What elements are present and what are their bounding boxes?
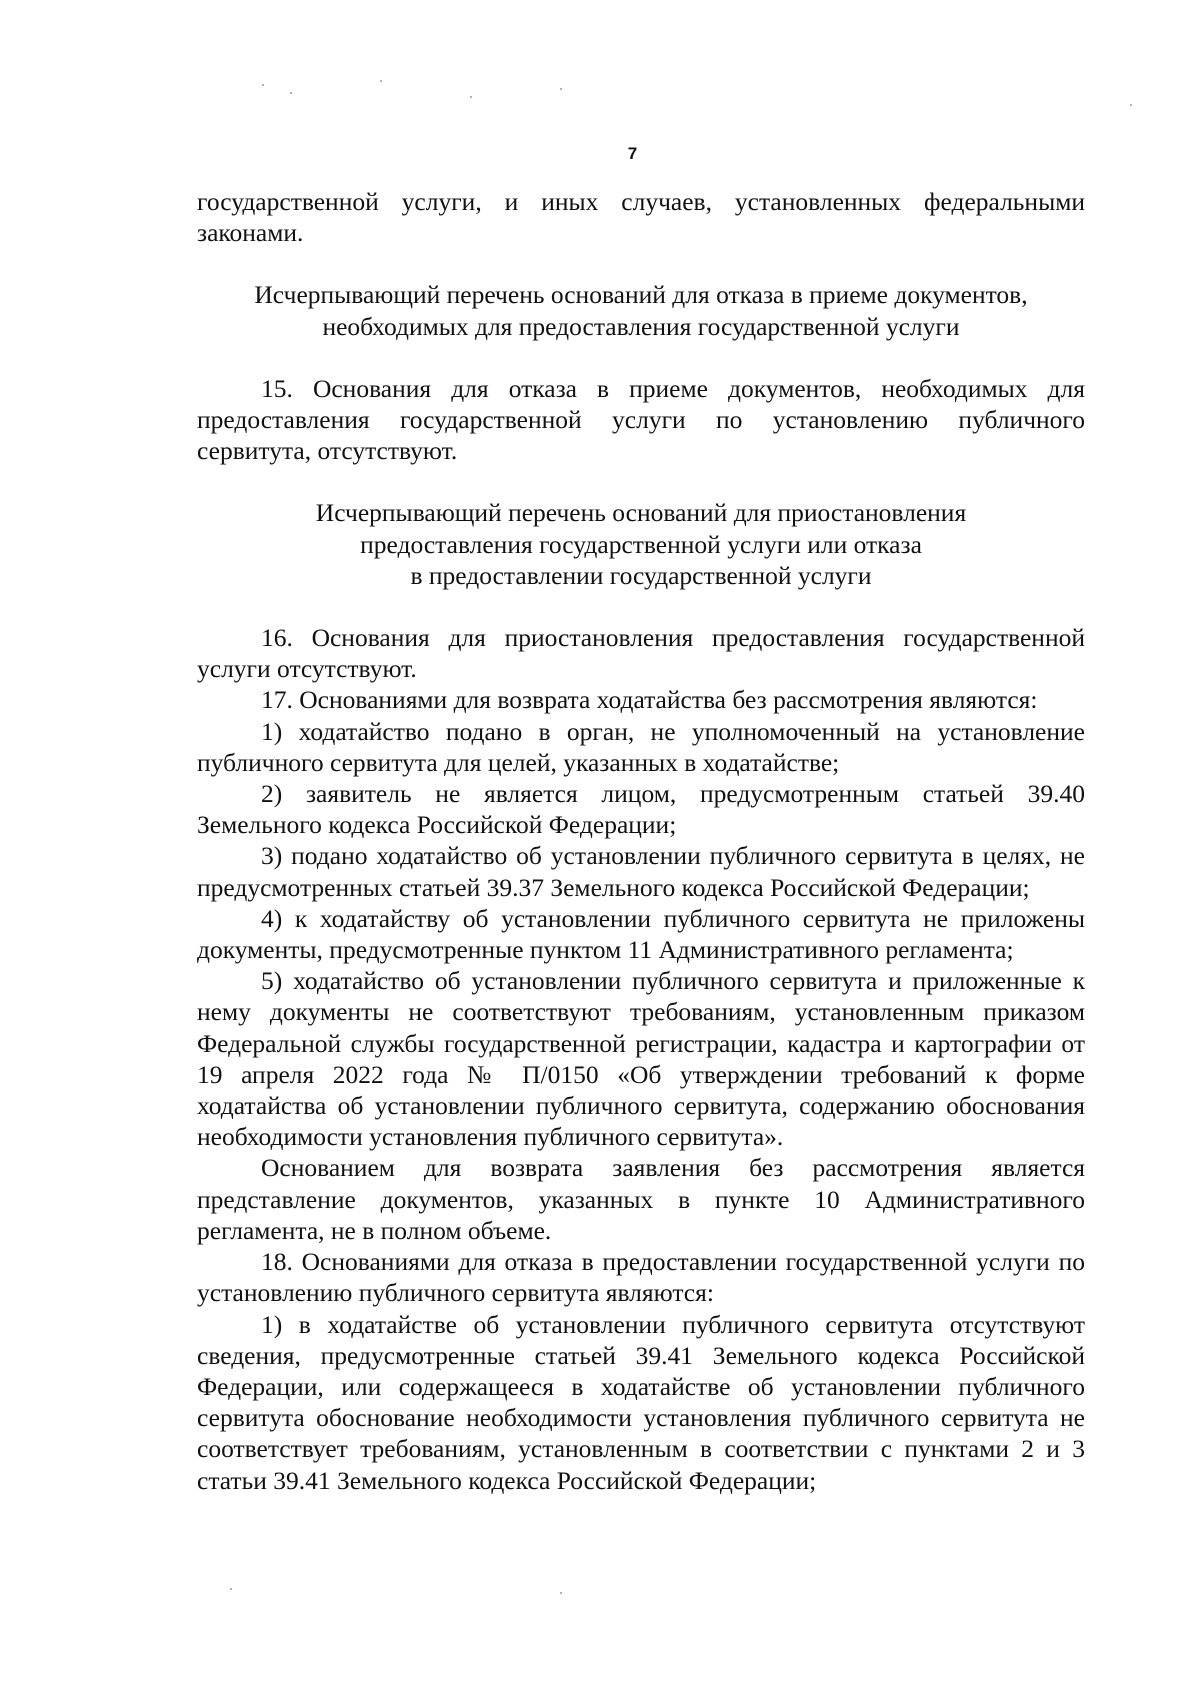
- scan-speck: [380, 80, 382, 82]
- scan-speck: [560, 1592, 562, 1594]
- scan-speck: [470, 96, 472, 98]
- scan-speck: [1130, 104, 1132, 106]
- section-heading-suspension-line2: предоставления государственной услуги или отказа: [360, 529, 922, 559]
- scan-speck: [560, 88, 562, 90]
- page-number: 7: [627, 144, 638, 163]
- section-heading-suspension-line3: в предоставлении государственной услуги: [410, 560, 872, 590]
- paragraph-17: 17. Основаниями для возврата ходатайства без рассмотрения являются:: [261, 685, 1038, 715]
- section-heading-refusal-line1: Исчерпывающий перечень оснований для отказа в приеме документов,: [254, 280, 1028, 310]
- paragraph-17-item-1: 1) ходатайство подано в орган, не уполномоченный на установление публичного сервитута для целей, указанных в ходатайстве;: [197, 716, 1085, 777]
- paragraph-17-item-5: 5) ходатайство об установлении публичного сервитута и приложенные к нему документы не соответствуют требованиям, установленным приказом Федеральной службы государственной регистрации, кадастра и картографии от 19 апреля 2022 года № П/0150 «Об утверждении требований к форме ходатайства об установлении публичного сервитута, содержанию обоснования необходимости установления публичного сервитута».: [197, 966, 1085, 1152]
- document-body: [197, 186, 1085, 1496]
- paragraph-18-item-1: 1) в ходатайстве об установлении публичного сервитута отсутствуют сведения, предусмотренные статьей 39.41 Земельного кодекса Российской Федерации, или содержащееся в ходатайстве об установлении публичного сервитута обоснование необходимости установления публичного сервитута не соответствует требованиям, установленным в соответствии с пунктами 2 и 3 статьи 39.41 Земельного кодекса Российской Федерации;: [197, 1309, 1085, 1495]
- paragraph-17-item-3: 3) подано ходатайство об установлении публичного сервитута в целях, не предусмотренных статьей 39.37 Земельного кодекса Российской Федерации;: [197, 841, 1085, 902]
- scan-speck: [290, 92, 292, 94]
- scan-speck: [262, 84, 264, 86]
- paragraph-17-item-2: 2) заявитель не является лицом, предусмотренным статьей 39.40 Земельного кодекса Российской Федерации;: [197, 779, 1085, 840]
- paragraph-18: 18. Основаниями для отказа в предоставлении государственной услуги по установлению публичного сервитута являются:: [197, 1247, 1085, 1308]
- section-heading-suspension-line1: Исчерпывающий перечень оснований для приостановления: [315, 498, 967, 528]
- paragraph-16: 16. Основания для приостановления предоставления государственной услуги отсутствуют.: [197, 623, 1085, 684]
- scan-speck: [230, 1588, 232, 1590]
- paragraph-15: 15. Основания для отказа в приеме документов, необходимых для предоставления государственной услуги по установлению публичного сервитута, отсутствуют.: [197, 373, 1085, 466]
- paragraph-17-note: Основанием для возврата заявления без рассмотрения является представление документов, указанных в пункте 10 Административного регламента, не в полном объеме.: [197, 1153, 1085, 1245]
- continuation-paragraph: государственной услуги, и иных случаев, установленных федеральными законами.: [197, 187, 1085, 248]
- section-heading-refusal-line2: необходимых для предоставления государственной услуги: [322, 311, 960, 341]
- paragraph-17-item-4: 4) к ходатайству об установлении публичного сервитута не приложены документы, предусмотренные пунктом 11 Административного регламента;: [197, 903, 1085, 965]
